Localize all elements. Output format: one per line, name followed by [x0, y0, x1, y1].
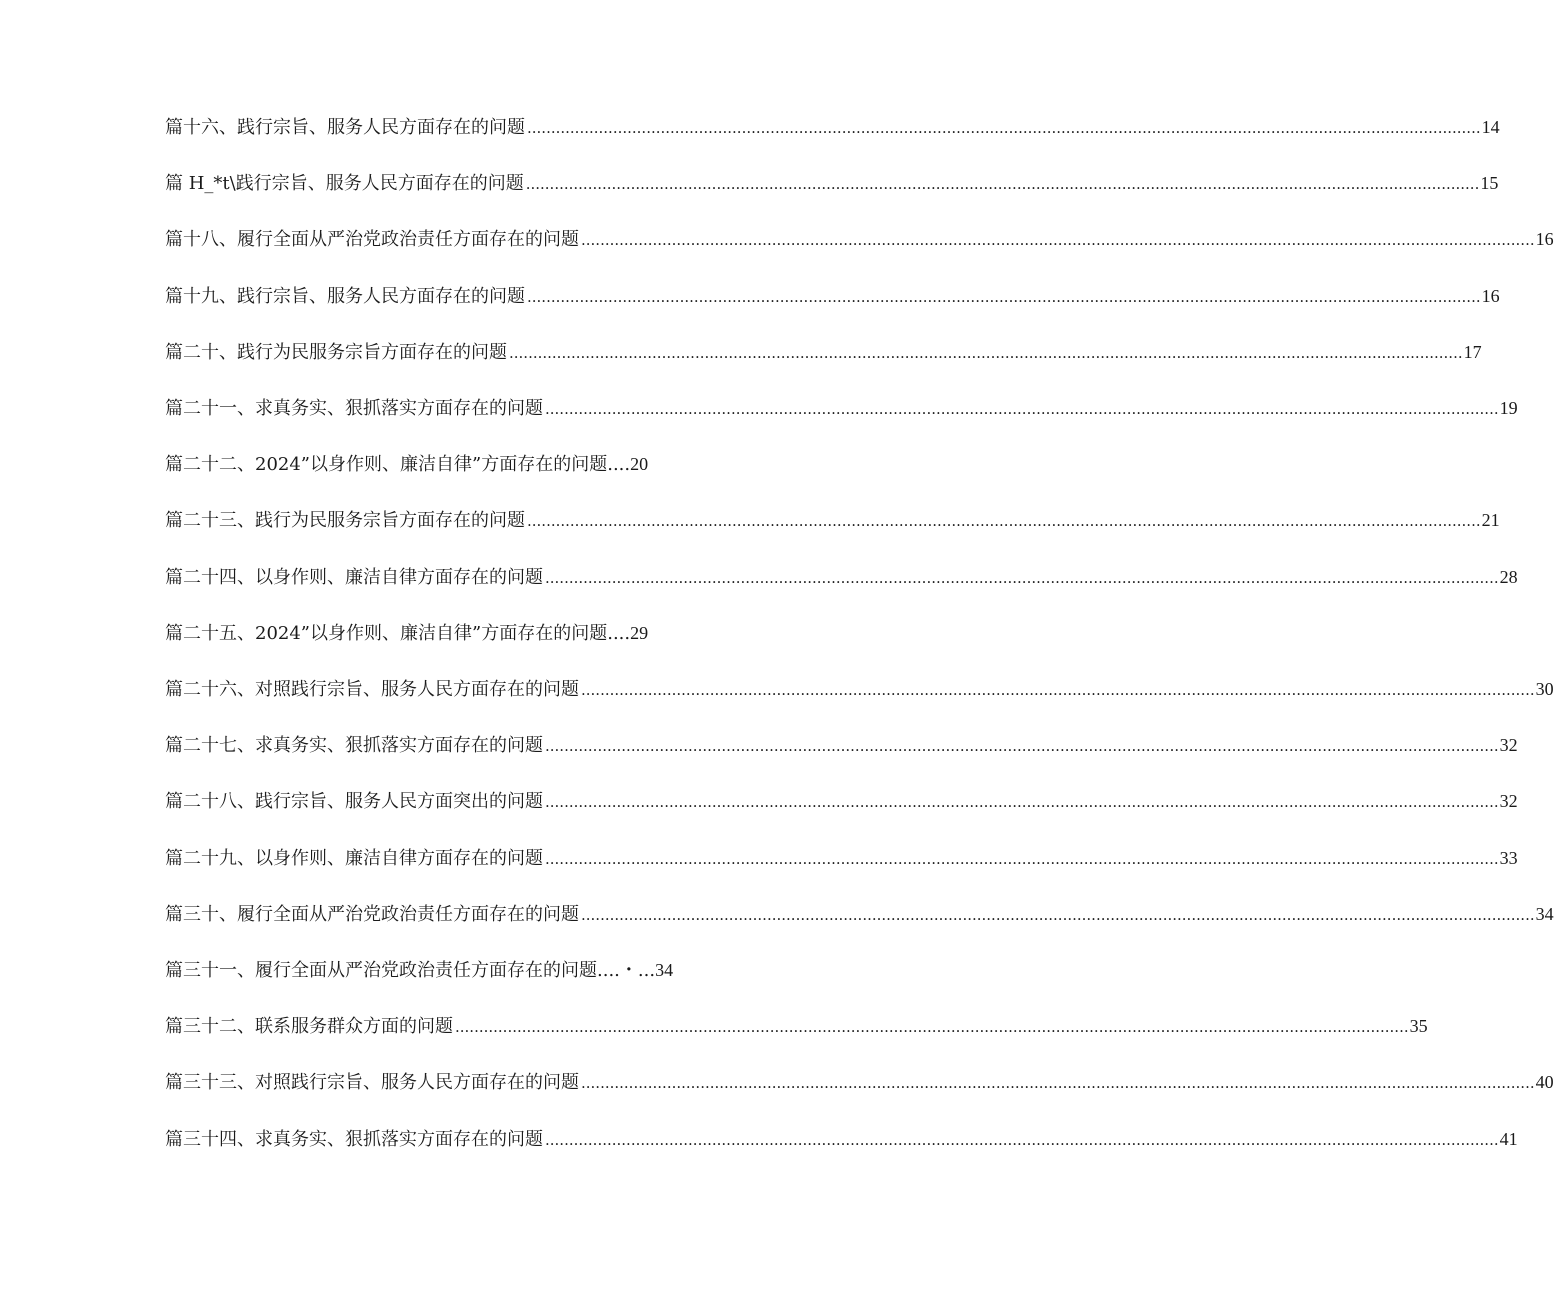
toc-entry[interactable] — [165, 1011, 1428, 1041]
toc-dot-leader: ........................................................................................................................................................................................................ — [527, 288, 1481, 306]
toc-entry-page-number: 29 — [630, 623, 649, 643]
toc-entry-page-number: 41 — [1499, 1129, 1518, 1149]
toc-dot-leader: ........................................................................................................................................................................................................ — [527, 512, 1481, 530]
toc-dot-leader: ........................................................................................................................................................................................................ — [545, 569, 1499, 587]
toc-dot-leader: ........................................................................................................................................................................................................ — [525, 175, 1480, 193]
toc-entry-page-number: 30 — [1535, 679, 1554, 699]
toc-entry[interactable] — [165, 786, 1518, 816]
toc-entry[interactable] — [165, 730, 1518, 760]
toc-entry-title: 篇 H_*t\践行宗旨、服务人民方面存在的问题 — [165, 173, 524, 194]
toc-entry-title: 篇三十二、联系服务群众方面的问题 — [165, 1016, 453, 1037]
toc-dot-leader: ........................................................................................................................................................................................................ — [455, 1018, 1409, 1036]
toc-dot-leader: ........................................................................................................................................................................................................ — [581, 231, 1535, 249]
toc-dot-leader: ........................................................................................................................................................................................................ — [545, 737, 1499, 755]
toc-entry-separator: ....・... — [597, 960, 656, 981]
toc-entry-title: 篇二十九、以身作则、廉洁自律方面存在的问题 — [165, 848, 543, 869]
toc-entry[interactable] — [165, 337, 1482, 367]
toc-entry-title: 篇二十二、2024”以身作则、廉洁自律”方面存在的问题 — [165, 454, 608, 475]
toc-entry-separator: .... — [607, 623, 631, 644]
toc-entry[interactable] — [165, 449, 648, 479]
toc-dot-leader: ........................................................................................................................................................................................................ — [581, 906, 1535, 924]
toc-entry[interactable] — [165, 1067, 1554, 1097]
toc-entry-page-number: 21 — [1481, 510, 1500, 530]
toc-entry-page-number: 28 — [1499, 567, 1518, 587]
toc-entry-page-number: 32 — [1499, 791, 1518, 811]
toc-entry-page-number: 34 — [655, 960, 674, 980]
toc-entry-title: 篇二十七、求真务实、狠抓落实方面存在的问题 — [165, 735, 543, 756]
toc-entry-title: 篇三十三、对照践行宗旨、服务人民方面存在的问题 — [165, 1072, 579, 1093]
toc-entry-title: 篇二十一、求真务实、狠抓落实方面存在的问题 — [165, 398, 543, 419]
toc-entry[interactable] — [165, 674, 1554, 704]
toc-dot-leader: ........................................................................................................................................................................................................ — [581, 681, 1535, 699]
toc-dot-leader: ........................................................................................................................................................................................................ — [545, 1131, 1499, 1149]
toc-entry-page-number: 32 — [1499, 735, 1518, 755]
toc-entry[interactable] — [165, 281, 1500, 311]
toc-entry[interactable] — [165, 505, 1500, 535]
toc-entry-page-number: 19 — [1499, 398, 1518, 418]
toc-dot-leader: ........................................................................................................................................................................................................ — [545, 793, 1499, 811]
toc-entry[interactable] — [165, 112, 1500, 142]
toc-entry-title: 篇二十五、2024”以身作则、廉洁自律”方面存在的问题 — [165, 623, 608, 644]
toc-entry-title: 篇十八、履行全面从严治党政治责任方面存在的问题 — [165, 229, 579, 250]
toc-entry-page-number: 20 — [630, 454, 649, 474]
toc-dot-leader: ........................................................................................................................................................................................................ — [509, 344, 1463, 362]
toc-entry[interactable] — [165, 955, 673, 985]
toc-dot-leader: ........................................................................................................................................................................................................ — [545, 850, 1499, 868]
toc-entry[interactable] — [165, 562, 1518, 592]
toc-entry[interactable] — [165, 224, 1554, 254]
toc-entry-page-number: 35 — [1409, 1016, 1428, 1036]
toc-entry-title: 篇二十六、对照践行宗旨、服务人民方面存在的问题 — [165, 679, 579, 700]
toc-entry-title: 篇三十四、求真务实、狠抓落实方面存在的问题 — [165, 1129, 543, 1150]
toc-entry-title: 篇三十、履行全面从严治党政治责任方面存在的问题 — [165, 904, 579, 925]
toc-entry[interactable] — [165, 1124, 1518, 1154]
toc-entry-page-number: 14 — [1481, 117, 1500, 137]
toc-entry-page-number: 16 — [1481, 286, 1500, 306]
toc-entry-page-number: 15 — [1480, 173, 1499, 193]
toc-dot-leader: ........................................................................................................................................................................................................ — [527, 119, 1481, 137]
toc-entry-page-number: 16 — [1535, 229, 1554, 249]
toc-entry[interactable] — [165, 393, 1518, 423]
toc-entry-title: 篇二十八、践行宗旨、服务人民方面突出的问题 — [165, 791, 543, 812]
toc-entry-title: 篇二十、践行为民服务宗旨方面存在的问题 — [165, 342, 507, 363]
toc-entry-page-number: 33 — [1499, 848, 1518, 868]
toc-entry-title: 篇二十四、以身作则、廉洁自律方面存在的问题 — [165, 567, 543, 588]
toc-entry-page-number: 40 — [1535, 1072, 1554, 1092]
toc-entry-title: 篇三十一、履行全面从严治党政治责任方面存在的问题 — [165, 960, 597, 981]
toc-entry[interactable] — [165, 899, 1554, 929]
toc-entry-title: 篇十六、践行宗旨、服务人民方面存在的问题 — [165, 117, 525, 138]
toc-dot-leader: ........................................................................................................................................................................................................ — [545, 400, 1499, 418]
toc-entry[interactable] — [165, 618, 648, 648]
toc-entry-page-number: 17 — [1463, 342, 1482, 362]
toc-dot-leader: ........................................................................................................................................................................................................ — [581, 1074, 1535, 1092]
toc-entry-page-number: 34 — [1535, 904, 1554, 924]
toc-entry-title: 篇二十三、践行为民服务宗旨方面存在的问题 — [165, 510, 525, 531]
toc-entry-title: 篇十九、践行宗旨、服务人民方面存在的问题 — [165, 286, 525, 307]
toc-entry-separator: .... — [607, 454, 631, 475]
toc-entry[interactable] — [165, 168, 1499, 198]
toc-entry[interactable] — [165, 843, 1518, 873]
